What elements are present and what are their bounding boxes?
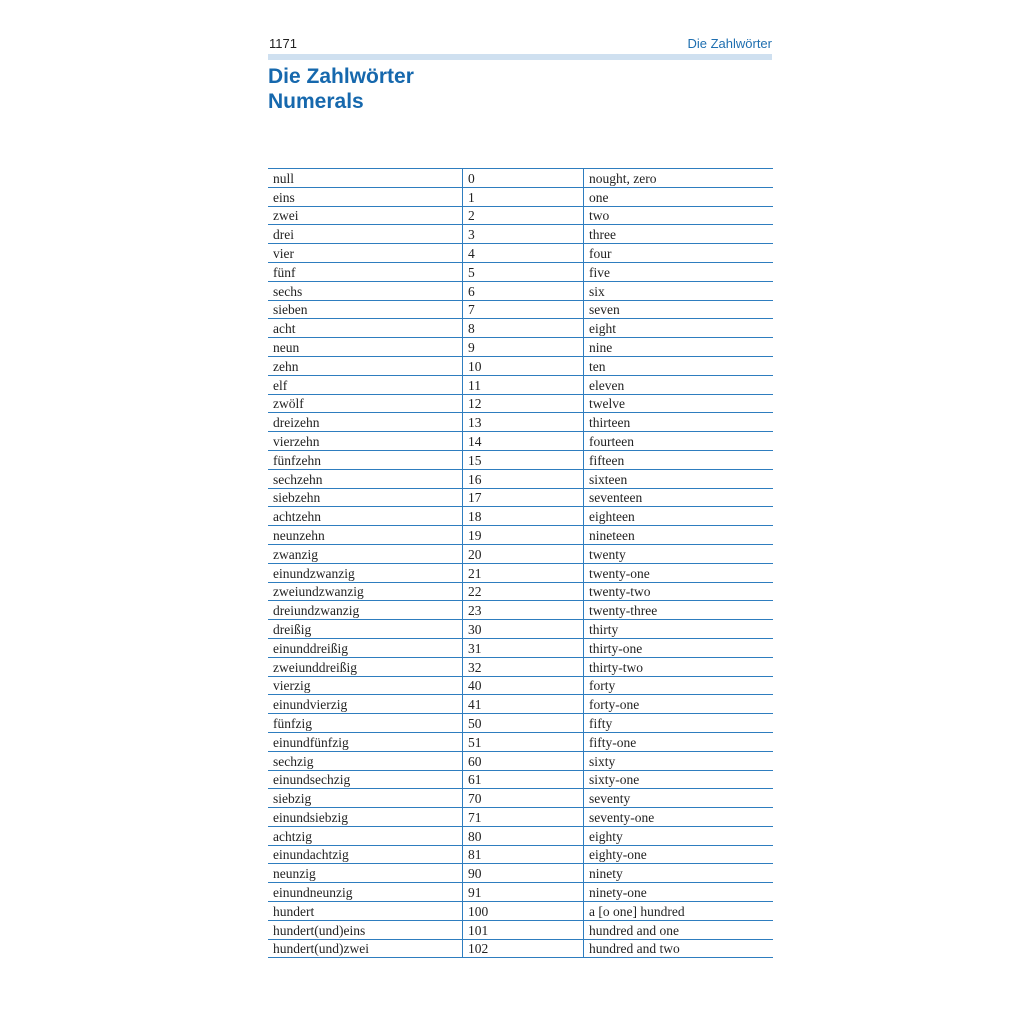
german-word-cell: zwanzig xyxy=(268,544,463,563)
numeral-cell: 102 xyxy=(463,939,584,958)
english-word-cell: two xyxy=(584,206,774,225)
numeral-cell: 7 xyxy=(463,300,584,319)
english-word-cell: ten xyxy=(584,356,774,375)
german-word-cell: dreizehn xyxy=(268,413,463,432)
english-word-cell: eleven xyxy=(584,375,774,394)
table-row xyxy=(268,432,773,451)
english-word-cell: seventeen xyxy=(584,488,774,507)
numeral-cell: 32 xyxy=(463,657,584,676)
table-row xyxy=(268,469,773,488)
numeral-cell: 13 xyxy=(463,413,584,432)
table-row xyxy=(268,526,773,545)
numeral-cell: 50 xyxy=(463,714,584,733)
numeral-cell: 41 xyxy=(463,695,584,714)
numeral-cell: 0 xyxy=(463,169,584,188)
german-word-cell: hundert(und)zwei xyxy=(268,939,463,958)
german-word-cell: sechzehn xyxy=(268,469,463,488)
german-word-cell: neun xyxy=(268,338,463,357)
table-row xyxy=(268,808,773,827)
numerals-table-body xyxy=(268,169,773,958)
numeral-cell: 22 xyxy=(463,582,584,601)
english-word-cell: nine xyxy=(584,338,774,357)
english-word-cell: hundred and one xyxy=(584,920,774,939)
numeral-cell: 101 xyxy=(463,920,584,939)
title-english: Numerals xyxy=(268,90,364,113)
english-word-cell: nought, zero xyxy=(584,169,774,188)
german-word-cell: einundsechzig xyxy=(268,770,463,789)
title-german: Die Zahlwörter xyxy=(268,65,414,88)
german-word-cell: achtzehn xyxy=(268,507,463,526)
english-word-cell: fourteen xyxy=(584,432,774,451)
english-word-cell: twenty xyxy=(584,544,774,563)
german-word-cell: hundert xyxy=(268,902,463,921)
table-row xyxy=(268,300,773,319)
english-word-cell: five xyxy=(584,262,774,281)
german-word-cell: einundfünfzig xyxy=(268,732,463,751)
english-word-cell: thirteen xyxy=(584,413,774,432)
numeral-cell: 4 xyxy=(463,244,584,263)
table-row xyxy=(268,939,773,958)
table-row xyxy=(268,826,773,845)
german-word-cell: dreißig xyxy=(268,620,463,639)
german-word-cell: hundert(und)eins xyxy=(268,920,463,939)
english-word-cell: eighty xyxy=(584,826,774,845)
table-row xyxy=(268,375,773,394)
english-word-cell: hundred and two xyxy=(584,939,774,958)
numeral-cell: 61 xyxy=(463,770,584,789)
table-row xyxy=(268,695,773,714)
german-word-cell: eins xyxy=(268,187,463,206)
german-word-cell: zwölf xyxy=(268,394,463,413)
german-word-cell: einundvierzig xyxy=(268,695,463,714)
english-word-cell: a [o one] hundred xyxy=(584,902,774,921)
german-word-cell: sechs xyxy=(268,281,463,300)
numeral-cell: 5 xyxy=(463,262,584,281)
numeral-cell: 31 xyxy=(463,638,584,657)
numeral-cell: 11 xyxy=(463,375,584,394)
table-row xyxy=(268,450,773,469)
english-word-cell: four xyxy=(584,244,774,263)
english-word-cell: sixty xyxy=(584,751,774,770)
german-word-cell: sechzig xyxy=(268,751,463,770)
page-title xyxy=(268,64,414,114)
numeral-cell: 81 xyxy=(463,845,584,864)
english-word-cell: forty-one xyxy=(584,695,774,714)
table-row xyxy=(268,883,773,902)
table-row xyxy=(268,394,773,413)
page-number: 1171 xyxy=(269,36,297,51)
numeral-cell: 23 xyxy=(463,601,584,620)
numeral-cell: 21 xyxy=(463,563,584,582)
german-word-cell: dreiundzwanzig xyxy=(268,601,463,620)
table-row xyxy=(268,281,773,300)
table-row xyxy=(268,620,773,639)
german-word-cell: null xyxy=(268,169,463,188)
german-word-cell: achtzig xyxy=(268,826,463,845)
english-word-cell: seventy-one xyxy=(584,808,774,827)
table-row xyxy=(268,338,773,357)
english-word-cell: thirty xyxy=(584,620,774,639)
english-word-cell: nineteen xyxy=(584,526,774,545)
english-word-cell: thirty-one xyxy=(584,638,774,657)
table-row xyxy=(268,507,773,526)
english-word-cell: twenty-two xyxy=(584,582,774,601)
english-word-cell: twenty-three xyxy=(584,601,774,620)
table-row xyxy=(268,319,773,338)
table-row xyxy=(268,732,773,751)
table-row xyxy=(268,563,773,582)
english-word-cell: twelve xyxy=(584,394,774,413)
numeral-cell: 90 xyxy=(463,864,584,883)
english-word-cell: six xyxy=(584,281,774,300)
header-rule xyxy=(268,54,772,60)
table-row xyxy=(268,225,773,244)
english-word-cell: eighteen xyxy=(584,507,774,526)
german-word-cell: einundneunzig xyxy=(268,883,463,902)
numeral-cell: 40 xyxy=(463,676,584,695)
english-word-cell: ninety xyxy=(584,864,774,883)
numeral-cell: 17 xyxy=(463,488,584,507)
table-row xyxy=(268,356,773,375)
english-word-cell: one xyxy=(584,187,774,206)
numeral-cell: 1 xyxy=(463,187,584,206)
numeral-cell: 20 xyxy=(463,544,584,563)
table-row xyxy=(268,638,773,657)
numeral-cell: 12 xyxy=(463,394,584,413)
numeral-cell: 10 xyxy=(463,356,584,375)
numeral-cell: 2 xyxy=(463,206,584,225)
table-row xyxy=(268,864,773,883)
table-row xyxy=(268,601,773,620)
german-word-cell: neunzig xyxy=(268,864,463,883)
german-word-cell: siebzehn xyxy=(268,488,463,507)
table-row xyxy=(268,488,773,507)
table-row xyxy=(268,920,773,939)
numeral-cell: 71 xyxy=(463,808,584,827)
table-row xyxy=(268,789,773,808)
english-word-cell: fifty xyxy=(584,714,774,733)
numeral-cell: 18 xyxy=(463,507,584,526)
english-word-cell: ninety-one xyxy=(584,883,774,902)
english-word-cell: forty xyxy=(584,676,774,695)
german-word-cell: zwei xyxy=(268,206,463,225)
english-word-cell: three xyxy=(584,225,774,244)
table-row xyxy=(268,262,773,281)
german-word-cell: fünf xyxy=(268,262,463,281)
numeral-cell: 9 xyxy=(463,338,584,357)
numeral-cell: 100 xyxy=(463,902,584,921)
numeral-cell: 16 xyxy=(463,469,584,488)
english-word-cell: fifty-one xyxy=(584,732,774,751)
german-word-cell: fünfzig xyxy=(268,714,463,733)
german-word-cell: siebzig xyxy=(268,789,463,808)
german-word-cell: einundsiebzig xyxy=(268,808,463,827)
table-row xyxy=(268,169,773,188)
english-word-cell: eighty-one xyxy=(584,845,774,864)
english-word-cell: fifteen xyxy=(584,450,774,469)
numeral-cell: 19 xyxy=(463,526,584,545)
numeral-cell: 14 xyxy=(463,432,584,451)
table-row xyxy=(268,657,773,676)
german-word-cell: vierzig xyxy=(268,676,463,695)
german-word-cell: vierzehn xyxy=(268,432,463,451)
german-word-cell: elf xyxy=(268,375,463,394)
running-head: Die Zahlwörter xyxy=(687,36,772,51)
table-row xyxy=(268,244,773,263)
german-word-cell: zweiunddreißig xyxy=(268,657,463,676)
german-word-cell: acht xyxy=(268,319,463,338)
english-word-cell: eight xyxy=(584,319,774,338)
numeral-cell: 15 xyxy=(463,450,584,469)
numeral-cell: 30 xyxy=(463,620,584,639)
german-word-cell: einundachtzig xyxy=(268,845,463,864)
german-word-cell: neunzehn xyxy=(268,526,463,545)
german-word-cell: einunddreißig xyxy=(268,638,463,657)
numeral-cell: 3 xyxy=(463,225,584,244)
english-word-cell: sixteen xyxy=(584,469,774,488)
english-word-cell: thirty-two xyxy=(584,657,774,676)
numeral-cell: 60 xyxy=(463,751,584,770)
table-row xyxy=(268,187,773,206)
german-word-cell: vier xyxy=(268,244,463,263)
table-row xyxy=(268,751,773,770)
table-row xyxy=(268,544,773,563)
english-word-cell: seven xyxy=(584,300,774,319)
table-row xyxy=(268,413,773,432)
table-row xyxy=(268,770,773,789)
english-word-cell: seventy xyxy=(584,789,774,808)
english-word-cell: sixty-one xyxy=(584,770,774,789)
numeral-cell: 80 xyxy=(463,826,584,845)
table-row xyxy=(268,206,773,225)
table-row xyxy=(268,902,773,921)
german-word-cell: zehn xyxy=(268,356,463,375)
german-word-cell: sieben xyxy=(268,300,463,319)
numeral-cell: 51 xyxy=(463,732,584,751)
numeral-cell: 8 xyxy=(463,319,584,338)
numerals-table xyxy=(268,168,773,958)
numeral-cell: 6 xyxy=(463,281,584,300)
table-row xyxy=(268,676,773,695)
table-row xyxy=(268,714,773,733)
numeral-cell: 91 xyxy=(463,883,584,902)
english-word-cell: twenty-one xyxy=(584,563,774,582)
table-row xyxy=(268,582,773,601)
german-word-cell: fünfzehn xyxy=(268,450,463,469)
german-word-cell: zweiundzwanzig xyxy=(268,582,463,601)
table-row xyxy=(268,845,773,864)
german-word-cell: einundzwanzig xyxy=(268,563,463,582)
numeral-cell: 70 xyxy=(463,789,584,808)
german-word-cell: drei xyxy=(268,225,463,244)
